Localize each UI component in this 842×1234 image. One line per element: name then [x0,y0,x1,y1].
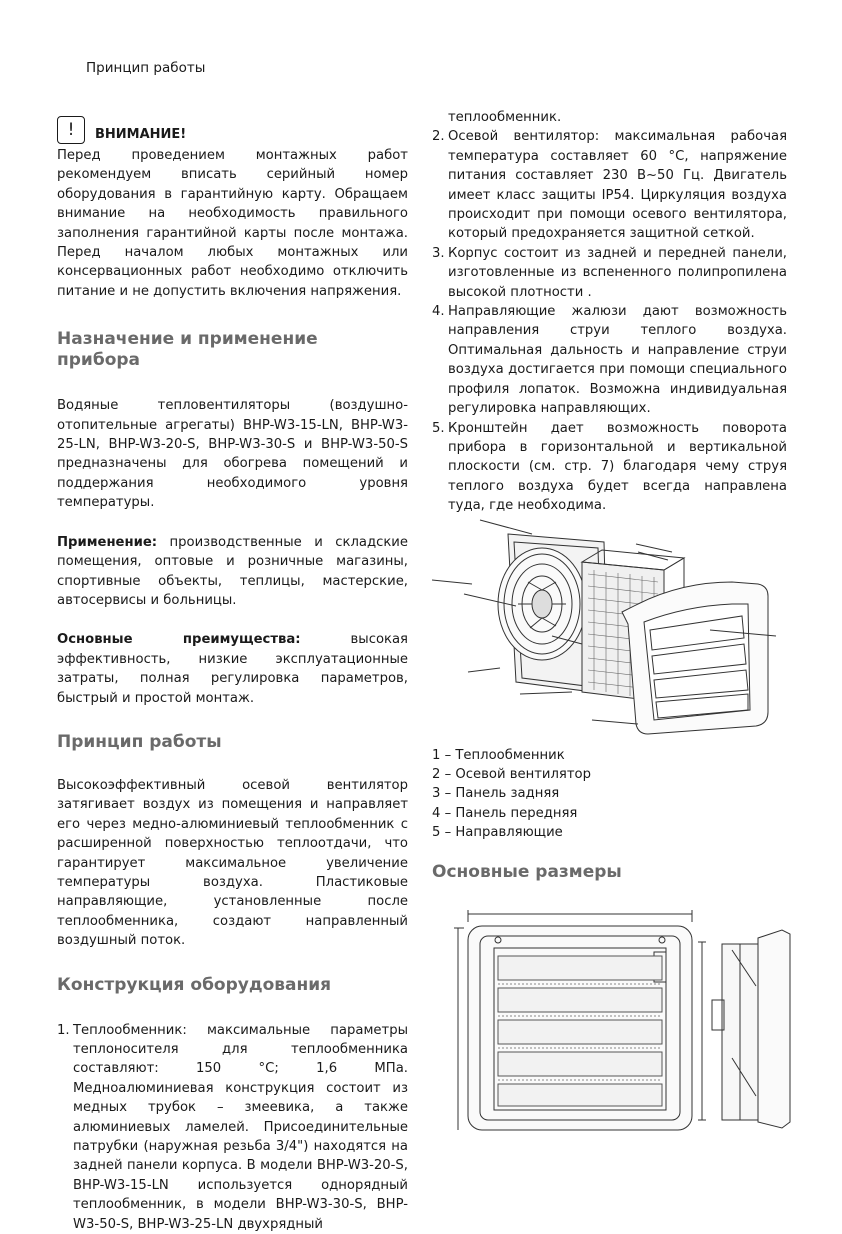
warning-header [57,116,408,144]
purpose-heading: Назначение и применение прибора [57,329,318,371]
list-item: 2. Осевой вентилятор: максимальная рабочая температура составляет 60 °C, напряжение питания составляет 230 В~50 Гц. Двигатель имеет класс защиты IP54. Циркуляция воздуха происходит при помощи осевого вентилятора, который предохраняется защитной сеткой. [432,129,787,242]
list-item: 4. Направляющие жалюзи дают возможность направления струи теплого воздуха. Оптимальная дальность и направление струи воздуха достигается при помощи специального профиля лопаток. Возможна индивидуальная регулировка направляющих. [432,304,787,417]
legend-item-2: 2 – Осевой вентилятор [432,767,591,783]
exploded-view-diagram [432,512,792,740]
legend-item-3: 3 – Панель задняя [432,786,560,802]
application-paragraph: Применение: производственные и складские помещения, оптовые и розничные магазины, спортивные объекты, теплицы, мастерские, автосервисы и больницы. [57,534,408,608]
list-item: теплообменник. [448,110,562,125]
left-column [57,116,408,1234]
exclamation-icon: ! [57,116,85,144]
principle-text: Высокоэффективный осевой вентилятор затягивает воздух из помещения и направляет его через медно-алюминиевый теплообменник с расширенной поверхностью теплоотдачи, что гарантирует максимальное увеличение температуры воздуха. Пластиковые направляющие, установленные после теплообменника, создают направленный воздушный поток. [57,777,408,949]
warning-text: Перед проведением монтажных работ рекомендуем вписать серийный номер оборудования в гарантийную карту. Обращаем внимание на необходимость правильного заполнения гарантийной карты после монтажа. Перед началом любых монтажных или консервационных работ необходимо отключить питание и не допустить включения напряжения. [57,148,408,299]
list-item: 3. Корпус состоит из задней и передней панели, изготовленные из вспененного полипропилена высокой плотности . [432,245,787,300]
warning-title: ВНИМАНИЕ! [95,126,187,142]
legend-item-1: 1 – Теплообменник [432,748,565,763]
construction-list-part2 [432,108,787,516]
dimensions-drawing [440,908,792,1134]
purpose-text: Водяные тепловентиляторы (воздушно-отопительные агрегаты) BHP-W3-15-LN, BHP-W3-25-LN, BHP-W3-20-S, BHP-W3-30-S и BHP-W3-50-S предназначены для обогрева помещений и поддержания необходимого уровня температуры. [57,398,408,511]
dimensions-heading: Основные размеры [432,862,622,882]
advantages-paragraph: Основные преимущества: высокая эффективность, низкие эксплуатационные затраты, полная регулировка параметров, быстрый и простой монтаж. [57,632,408,706]
legend-item-4: 4 – Панель передняя [432,805,578,821]
page-section-title: Принцип работы [86,60,206,76]
principle-heading: Принцип работы [57,731,222,752]
construction-list-part1 [57,1021,408,1234]
list-item: 1. Теплообменник: максимальные параметры теплоносителя для теплообменника составляют: 150 °C; 1,6 МПа. Медноалюминиевая конструкция состоит из медных трубок – змеевика, а также алюминиевых ламелей. Присоединительные патрубки (наружная резьба 3/4") находятся на задней панели корпуса. В модели BHP-W3-20-S, BHP-W3-15-LN используется однорядный теплообменник, в модели BHP-W3-30-S, BHP-W3-50-S, BHP-W3-25-LN двухрядный [57,1022,408,1232]
legend-item-5: 5 – Направляющие [432,824,563,840]
list-item: 5. Кронштейн дает возможность поворота прибора в горизонтальной и вертикальной плоскости (см. стр. 7) благодаря чему струя теплого воздуха будет всегда направлена туда, где необходима. [432,420,787,514]
diagram-legend [432,746,591,842]
right-column [432,108,787,516]
construction-heading: Конструкция оборудования [57,974,332,995]
